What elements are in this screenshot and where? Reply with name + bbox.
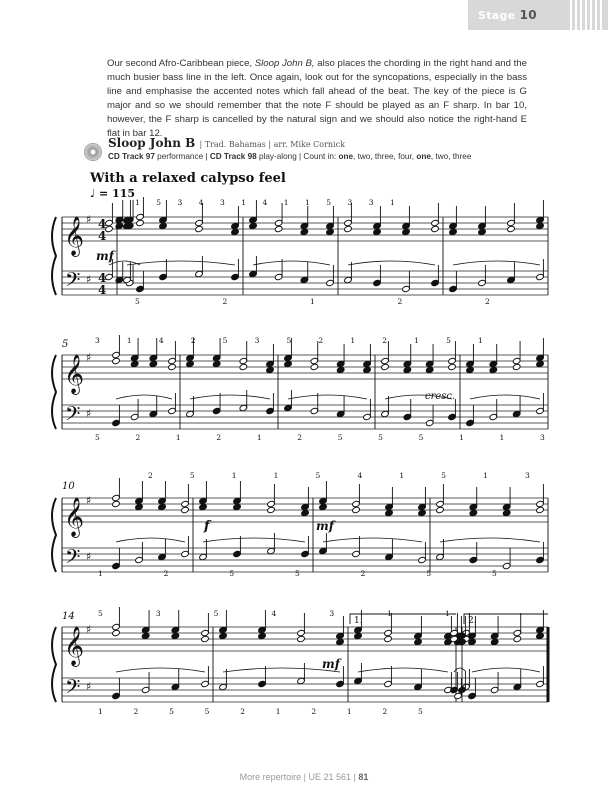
count-3: one <box>416 152 431 161</box>
fingering-rh: 4 <box>198 198 204 207</box>
fingering-rh: 3 <box>368 198 374 207</box>
bar-number: 10 <box>62 481 75 492</box>
note-head <box>436 506 445 513</box>
fingering-rh: 1 <box>126 336 132 345</box>
track-a-desc: performance | <box>154 152 210 161</box>
note-head <box>130 360 139 367</box>
dynamic-cresc: cresc. <box>425 391 456 402</box>
fingering-lh: 1 <box>175 433 181 442</box>
note-head <box>448 363 457 370</box>
key-sharp: ♯ <box>86 213 92 226</box>
slur <box>358 668 448 672</box>
fingering-rh: 5 <box>315 471 321 480</box>
key-sharp: ♯ <box>86 623 92 636</box>
fingering-lh: 5 <box>418 433 424 442</box>
fingering-rh: 2 <box>318 336 324 345</box>
note-head <box>266 366 275 373</box>
time-sig: 4 <box>98 271 107 285</box>
fingering-rh: 2 <box>148 471 153 480</box>
key-sharp: ♯ <box>86 351 92 364</box>
fingering-lh: 2 <box>360 569 366 578</box>
note-head <box>414 638 423 645</box>
fingering-rh: 1 <box>445 609 450 618</box>
note-head <box>115 222 124 229</box>
fingering-rh: 1 <box>135 198 140 207</box>
key-sharp: ♯ <box>86 494 92 507</box>
track-b-desc: play-along | Count in: <box>256 152 339 161</box>
bar-number: 14 <box>62 611 75 622</box>
note-head <box>373 228 382 235</box>
fingering-rh: 5 <box>189 471 195 480</box>
fingering-rh: 5 <box>326 198 332 207</box>
fingering-rh: 3 <box>525 471 530 480</box>
fingering-lh: 5 <box>95 433 100 442</box>
fingering-rh: 5 <box>441 471 447 480</box>
dynamic-mf: mf <box>96 249 114 263</box>
note-head <box>431 225 440 232</box>
fingering-rh: 5 <box>222 336 228 345</box>
bass-clef: 𝄢 <box>65 268 81 296</box>
intro-text-1: Our second Afro-Caribbean piece, <box>107 58 255 69</box>
note-head <box>199 503 208 510</box>
note-head <box>112 629 121 636</box>
fingering-lh: 5 <box>492 569 497 578</box>
note-head <box>449 228 458 235</box>
key-sharp: ♯ <box>86 273 92 286</box>
note-head <box>513 635 522 642</box>
slur <box>288 395 367 399</box>
bass-clef: 𝄢 <box>65 675 81 703</box>
note-head <box>536 222 545 229</box>
fingering-lh: 1 <box>256 433 262 442</box>
note-head <box>231 228 240 235</box>
brace <box>52 498 56 572</box>
slur <box>253 261 330 265</box>
fingering-lh: 1 <box>98 569 103 578</box>
fingering-lh: 2 <box>163 569 169 578</box>
note-head <box>310 363 319 370</box>
slur <box>453 261 540 265</box>
note-head <box>212 360 221 367</box>
volta-label: 1. <box>354 616 363 626</box>
note-head <box>326 228 335 235</box>
volta-1 <box>350 614 456 624</box>
fingering-lh: 1 <box>346 707 352 716</box>
fingering-rh: 1 <box>350 336 356 345</box>
bar-number: 5 <box>62 339 69 350</box>
note-head <box>385 509 394 516</box>
fingering-lh: 2 <box>311 707 317 716</box>
fingering-lh: 1 <box>98 707 103 716</box>
volta-2 <box>464 614 548 624</box>
note-head <box>186 360 195 367</box>
count-4: , two, three <box>430 152 472 161</box>
fingering-lh: 5 <box>295 569 300 578</box>
fingering-rh: 1 <box>283 198 289 207</box>
note-head <box>159 222 168 229</box>
fingering-lh: 5 <box>418 707 423 716</box>
expression-marking: With a relaxed calypso feel <box>90 171 286 186</box>
fingering-rh: 5 <box>156 198 162 207</box>
note-head <box>112 357 121 364</box>
note-head <box>344 225 353 232</box>
note-head <box>319 503 328 510</box>
slur <box>190 395 270 399</box>
note-head <box>536 632 545 639</box>
tempo-marking: ♩ = 115 <box>90 187 136 200</box>
fingering-lh: 2 <box>216 433 222 442</box>
note-head <box>336 638 345 645</box>
fingering-rh: 3 <box>155 609 161 618</box>
fingering-rh: 1 <box>414 336 419 345</box>
note-head <box>363 366 372 373</box>
fingering-lh: 2 <box>485 297 490 306</box>
key-sharp: ♯ <box>86 550 92 563</box>
fingering-rh: 2 <box>190 336 196 345</box>
slur <box>116 395 172 399</box>
fingering-rh: 1 <box>483 471 488 480</box>
key-sharp: ♯ <box>86 680 92 693</box>
track-b: CD Track 98 <box>209 152 257 161</box>
note-head <box>284 360 293 367</box>
track-a: CD Track 97 <box>108 152 155 161</box>
note-head <box>219 632 228 639</box>
notes-layer <box>105 197 545 700</box>
brace <box>52 217 56 295</box>
note-head <box>239 363 248 370</box>
note-head <box>158 503 167 510</box>
slur <box>203 538 305 542</box>
note-head <box>418 509 427 516</box>
fingering-rh: 3 <box>254 336 260 345</box>
brace <box>52 355 56 429</box>
note-head <box>425 366 434 373</box>
note-head <box>274 225 283 232</box>
fingering-rh: 5 <box>98 609 103 618</box>
note-head <box>258 632 267 639</box>
fingering-lh: 2 <box>135 433 141 442</box>
fingering-lh: 5 <box>204 707 210 716</box>
staff-lines <box>52 217 548 702</box>
note-head <box>402 228 411 235</box>
stage-word: Stage <box>478 9 516 22</box>
fingering-lh: 1 <box>275 707 281 716</box>
brace <box>52 627 56 702</box>
intro-text-2: also places the chording in the right hand and the much busier bass line in the left. Once again, look out for the syncopations, especially in the bass line and emphasise the accented notes which fall ahead of the beat. The key of the piece is G major and so we should remember that the note F should be played as an F sharp. In bar 10, however, the F sharp is cancelled by the natural sign and we should also notice the right-hand E flat in bar 12. <box>107 58 527 139</box>
fingering-rh: 5 <box>213 609 219 618</box>
fingering-rh: 3 <box>95 336 100 345</box>
fingering-lh: 2 <box>397 297 403 306</box>
fingering-lh: 2 <box>222 297 228 306</box>
fingering-lh: 5 <box>378 433 383 442</box>
fingering-rh: 1 <box>305 198 310 207</box>
count-1: one <box>338 152 354 161</box>
stage-number: 10 <box>519 8 537 22</box>
bass-clef: 𝄢 <box>65 402 81 430</box>
note-head <box>490 638 499 645</box>
time-sig: 4 <box>98 229 107 243</box>
slur <box>348 261 435 265</box>
fingering-rh: 4 <box>158 336 164 345</box>
note-head <box>381 363 390 370</box>
treble-clef: 𝄞 <box>64 216 85 256</box>
note-head <box>141 632 150 639</box>
note-head <box>536 360 545 367</box>
intro-title-italic: Sloop John B, <box>254 58 315 69</box>
fingering-rh: 3 <box>347 198 353 207</box>
fingering-rh: 1 <box>387 609 392 618</box>
slur <box>323 538 422 542</box>
treble-clef: 𝄞 <box>64 626 85 666</box>
fingering-rh: 1 <box>399 471 405 480</box>
treble-clef: 𝄞 <box>64 354 85 394</box>
note-head <box>489 366 498 373</box>
note-head <box>478 228 487 235</box>
fingering-rh: 3 <box>220 198 225 207</box>
fingering-lh: 2 <box>240 707 246 716</box>
piece-title: Sloop John B <box>108 136 196 150</box>
note-head <box>301 509 310 516</box>
count-2: , two, three, four, <box>353 152 417 161</box>
slur <box>127 261 235 265</box>
treble-clef: 𝄞 <box>64 497 85 537</box>
note-head <box>352 506 361 513</box>
fingering-rh: 3 <box>177 198 183 207</box>
note-head <box>469 509 478 516</box>
fingering-lh: 5 <box>426 569 432 578</box>
note-head <box>201 635 210 642</box>
note-head <box>249 222 258 229</box>
note-head <box>181 506 190 513</box>
dynamic-mf: mf <box>322 657 340 671</box>
slur <box>472 668 540 672</box>
note-head <box>195 225 204 232</box>
bass-clef: 𝄢 <box>65 545 81 573</box>
fingering-lh: 5 <box>169 707 174 716</box>
note-head <box>168 363 177 370</box>
fingering-rh: 1 <box>241 198 247 207</box>
note-head <box>403 366 412 373</box>
dynamic-f: f <box>204 519 210 534</box>
fingering-lh: 3 <box>540 433 545 442</box>
note-head <box>300 228 309 235</box>
fingering-lh: 2 <box>297 433 303 442</box>
time-sig: 4 <box>98 283 107 297</box>
fingering-rh: 2 <box>382 336 388 345</box>
slur <box>116 668 205 672</box>
fingering-rh: 3 <box>329 609 335 618</box>
note-head <box>507 225 516 232</box>
fingering-lh: 1 <box>499 433 505 442</box>
note-head <box>135 503 144 510</box>
fingering-lh: 2 <box>133 707 139 716</box>
fingering-rh: 1 <box>231 471 237 480</box>
fingering-lh: 1 <box>310 297 315 306</box>
note-head <box>112 500 121 507</box>
note-head <box>384 635 393 642</box>
slur <box>470 395 540 399</box>
fingering-lh: 1 <box>459 433 464 442</box>
note-head <box>136 219 145 226</box>
note-head <box>354 632 363 639</box>
note-head <box>297 635 306 642</box>
page-number: 81 <box>358 772 369 782</box>
fingering-rh: 5 <box>446 336 451 345</box>
fingering-rh: 5 <box>286 336 292 345</box>
note-head <box>336 366 345 373</box>
dynamic-mf: mf <box>316 519 334 533</box>
fingering-lh: 5 <box>229 569 235 578</box>
fingering-rh: 4 <box>357 471 363 480</box>
key-sharp: ♯ <box>86 407 92 420</box>
note-head <box>267 506 276 513</box>
fingering-rh: 1 <box>390 198 395 207</box>
note-head <box>512 363 521 370</box>
note-head <box>502 509 511 516</box>
footer-text: More repertoire | UE 21 561 | <box>239 772 359 782</box>
note-head <box>536 506 545 513</box>
note-head <box>149 360 158 367</box>
note-head <box>233 503 242 510</box>
slur <box>440 538 540 542</box>
time-sig: 4 <box>98 217 107 231</box>
fingering-rh: 1 <box>478 336 483 345</box>
fingering-lh: 5 <box>135 297 140 306</box>
fingering-rh: 4 <box>262 198 268 207</box>
slur <box>116 538 185 542</box>
volta-label: 2. <box>468 616 477 626</box>
note-head <box>171 632 180 639</box>
fingering-lh: 2 <box>382 707 388 716</box>
fingering-lh: 5 <box>337 433 343 442</box>
fingering-rh: 4 <box>271 609 277 618</box>
note-head <box>466 366 475 373</box>
fingering-rh: 1 <box>273 471 279 480</box>
piece-credit: | Trad. Bahamas | arr. Mike Cornick <box>199 140 345 149</box>
page-footer <box>0 772 608 782</box>
